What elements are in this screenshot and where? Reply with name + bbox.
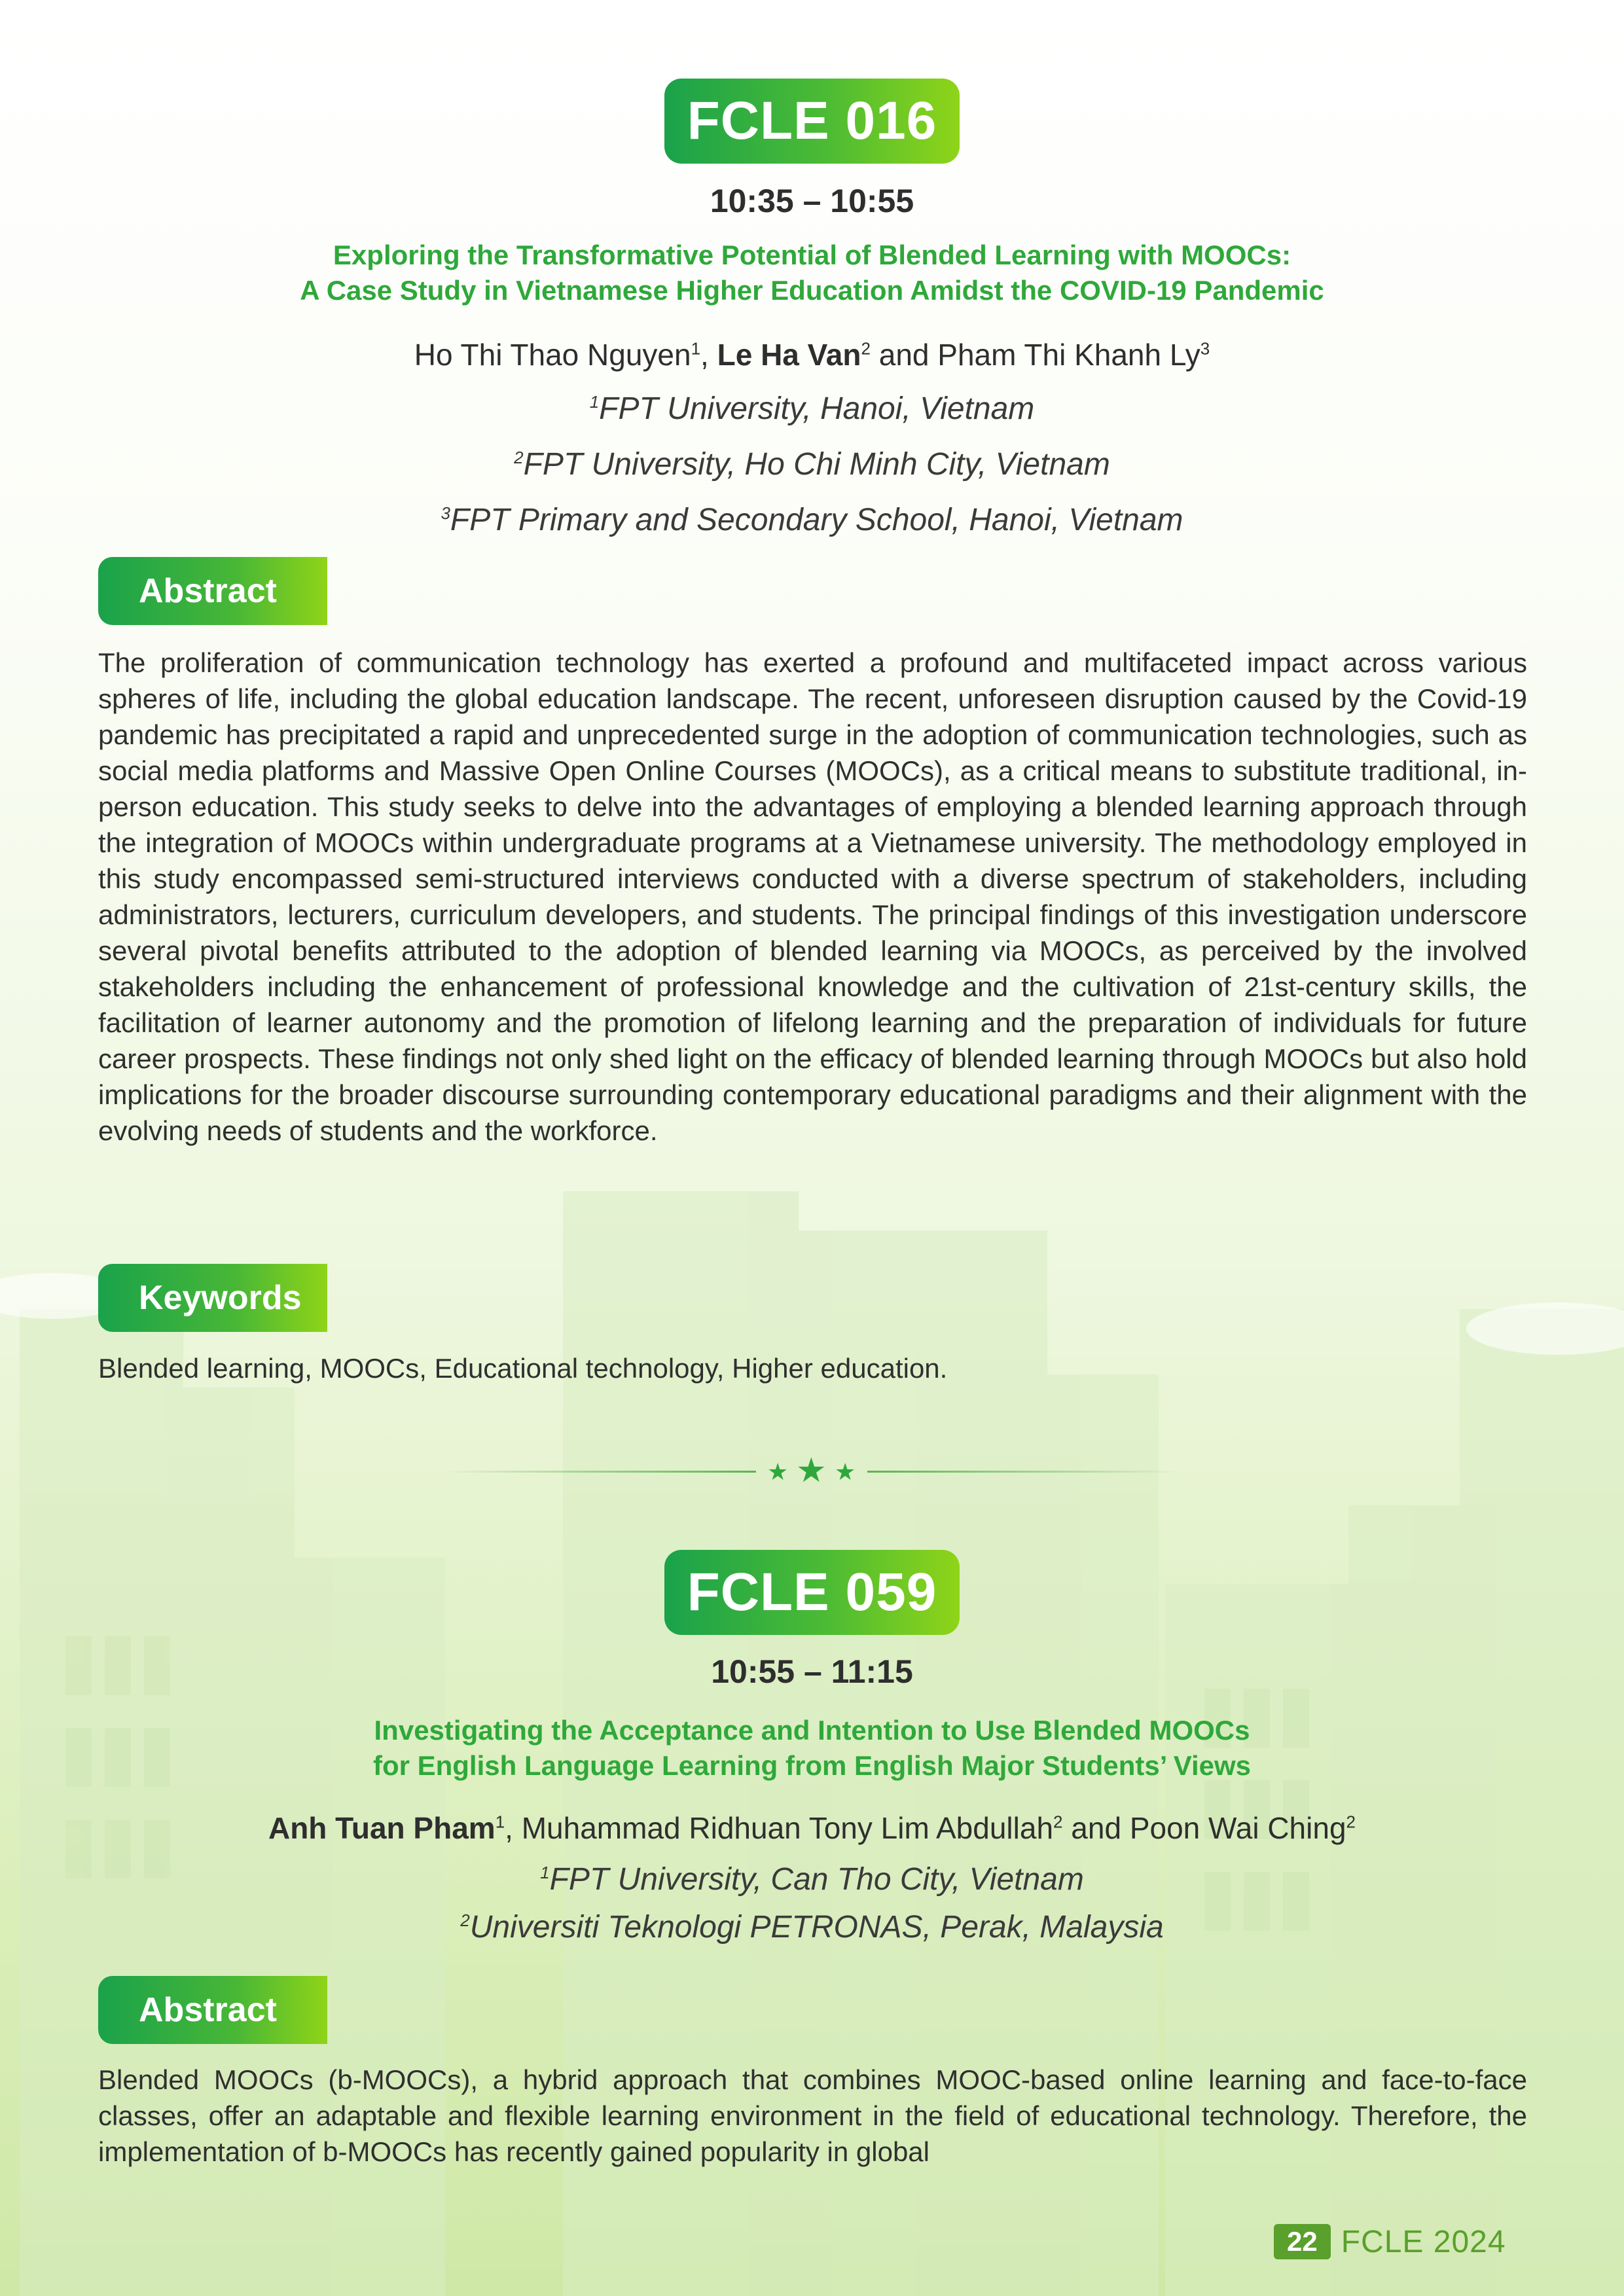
author-affiliation-mark: 2 (861, 338, 871, 359)
affiliation-text: Universiti Teknologi PETRONAS, Perak, Malaysia (469, 1910, 1164, 1945)
author-affiliation-mark: 2 (1346, 1812, 1356, 1832)
author-separator: and (1062, 1811, 1130, 1845)
divider-line (442, 1471, 756, 1473)
affiliation-item (0, 433, 1624, 489)
author-name-presenter: Le Ha Van (717, 338, 861, 372)
paper-title-line: Exploring the Transformative Potential of Blended Learning with MOOCs: (333, 240, 1291, 270)
keywords-heading: Keywords (98, 1264, 327, 1332)
affiliation-text: FPT University, Ho Chi Minh City, Vietnam (523, 447, 1110, 482)
author-list (0, 337, 1624, 372)
affiliation-item (0, 489, 1624, 545)
author-affiliation-mark: 1 (691, 338, 701, 359)
affiliation-mark: 2 (514, 448, 524, 467)
author-affiliation-mark: 3 (1200, 338, 1210, 359)
affiliation-list (0, 378, 1624, 545)
footer-label: FCLE 2024 (1341, 2224, 1506, 2259)
affiliation-mark: 3 (441, 503, 450, 523)
section-divider (442, 1452, 1182, 1490)
author-list (0, 1810, 1624, 1846)
page-footer (1274, 2223, 1506, 2260)
affiliation-text: FPT University, Can Tho City, Vietnam (549, 1862, 1084, 1897)
author-affiliation-mark: 1 (495, 1812, 505, 1832)
session-code-badge: FCLE 016 (664, 79, 960, 164)
author-name: Muhammad Ridhuan Tony Lim Abdullah (521, 1811, 1054, 1845)
session-time: 10:35 – 10:55 (710, 183, 914, 219)
affiliation-text: FPT University, Hanoi, Vietnam (599, 391, 1035, 426)
affiliation-mark: 1 (540, 1863, 550, 1882)
session-time: 10:55 – 11:15 (711, 1653, 913, 1690)
affiliation-mark: 1 (589, 392, 600, 412)
author-separator: , (700, 338, 717, 372)
abstract-heading: Abstract (98, 557, 327, 625)
affiliation-item (0, 1852, 1624, 1900)
author-affiliation-mark: 2 (1053, 1812, 1063, 1832)
paper-title-line: Investigating the Acceptance and Intention to Use Blended MOOCs (374, 1715, 1250, 1746)
divider-line (867, 1471, 1182, 1473)
paper-title-line: A Case Study in Vietnamese Higher Education Amidst the COVID-19 Pandemic (300, 275, 1324, 306)
session-code-badge: FCLE 059 (664, 1550, 960, 1635)
author-separator: , (505, 1811, 522, 1845)
star-icon: ★ (835, 1458, 856, 1485)
affiliation-text: FPT Primary and Secondary School, Hanoi, Vietnam (450, 503, 1183, 537)
paper-title-line: for English Language Learning from English Major Students’ Views (372, 1750, 1252, 1781)
author-separator: and (870, 338, 938, 372)
paper-title (92, 1713, 1532, 1784)
paper-title (92, 238, 1532, 308)
abstract-text: Blended MOOCs (b-MOOCs), a hybrid approach that combines MOOC-based online learning and face-to-face classes, offer an adaptable and flexible learning environment in the field of educational technology. Therefore, the implementation of b-MOOCs has recently gained popularity in global (98, 2064, 1527, 2167)
star-icon: ★ (796, 1452, 827, 1490)
author-name: Poon Wai Ching (1129, 1811, 1346, 1845)
author-name: Pham Thi Khanh Ly (937, 338, 1200, 372)
affiliation-list (0, 1852, 1624, 1948)
author-name-presenter: Anh Tuan Pham (268, 1811, 496, 1845)
keywords-text: Blended learning, MOOCs, Educational technology, Higher education. (98, 1353, 948, 1384)
author-name: Ho Thi Thao Nguyen (414, 338, 691, 372)
affiliation-item (0, 1900, 1624, 1948)
page-number: 22 (1274, 2224, 1331, 2259)
affiliation-mark: 2 (460, 1910, 470, 1930)
star-icon: ★ (767, 1458, 789, 1485)
affiliation-item (0, 378, 1624, 433)
abstract-heading: Abstract (98, 1976, 327, 2044)
abstract-text: The proliferation of communication technology has exerted a profound and multifaceted impact across various spheres of life, including the global education landscape. The recent, unforeseen disruption caused by the Covid-19 pandemic has precipitated a rapid and unprecedented surge in the adoption of communication technologies, such as social media platforms and Massive Open Online Courses (MOOCs), as a critical means to substitute traditional, in-person education. This study seeks to delve into the advantages of employing a blended learning approach through the integration of MOOCs within undergraduate programs at a Vietnamese university. The methodology employed in this study encompassed semi-structured interviews conducted with a diverse spectrum of stakeholders, including administrators, lecturers, curriculum developers, and students. The principal findings of this investigation underscore several pivotal benefits attributed to the adoption of blended learning via MOOCs, as perceived by the involved stakeholders including the enhancement of professional knowledge and the cultivation of 21st-century skills, the facilitation of learner autonomy and the promotion of lifelong learning and the preparation of individuals for future career prospects. These findings not only shed light on the efficacy of blended learning through MOOCs but also hold implications for the broader discourse surrounding contemporary educational paradigms and their alignment with the evolving needs of students and the workforce. (98, 647, 1527, 1146)
